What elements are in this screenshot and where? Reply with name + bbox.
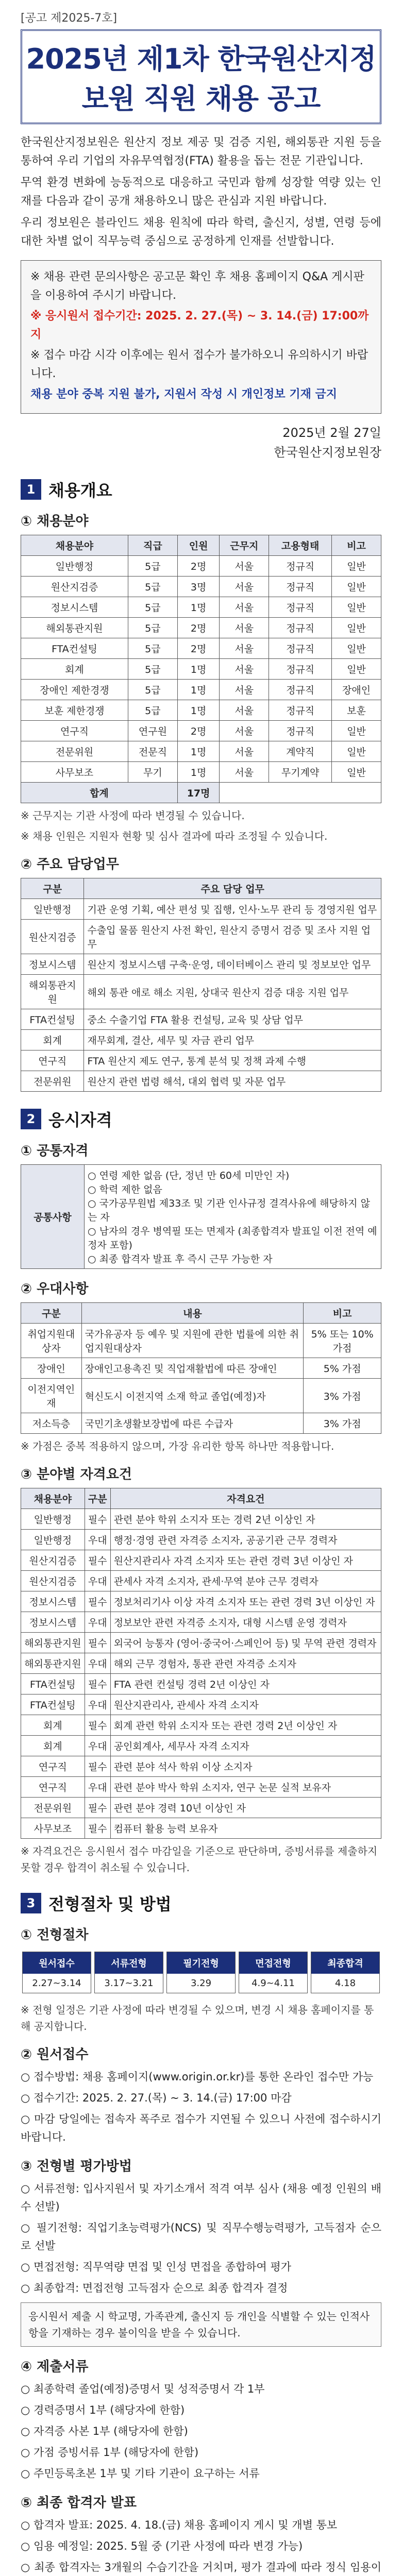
table-cell: 서울 [220,721,269,741]
section-number: 3 [21,1893,41,1913]
table-cell: 전문위원 [21,1798,85,1818]
subsection-title: ② 주요 담당업무 [21,857,119,872]
table-row [21,1413,381,1434]
section-title: 전형절차 및 방법 [48,1894,172,1914]
table-row [21,680,381,700]
table-row [21,1736,381,1756]
table-cell: 원산지관리사, 관세사 자격 소지자 [110,1694,381,1715]
column-header: 채용분야 [21,1488,85,1509]
column-header: 비고 [332,535,381,556]
table-cell: 우대 [85,1736,110,1756]
table-row [21,1509,381,1530]
table-row [21,1653,381,1674]
table-cell: 연구직 [21,1756,85,1777]
table-cell: 일반행정 [21,1509,85,1530]
table-cell: 원산지검증 [21,920,84,954]
process-step [94,1952,163,1993]
table-row [21,1674,381,1694]
subsection-title: ③ 분야별 자격요건 [21,1467,132,1482]
table-row [21,1756,381,1777]
step-label: 원서접수 [23,1952,91,1974]
step-date: 4.9~4.11 [252,1978,295,1989]
common-qualification-table [21,1164,381,1269]
list-item: ○ 서류전형: 입사지원서 및 자기소개서 적격 여부 심사 (채용 예정 인원의 배수 선발) [21,2182,381,2213]
step-note: ※ 전형 일정은 기관 사정에 따라 변경될 수 있으며, 변경 시 채용 홈페이지를 통해 공지합니다. [21,2004,374,2032]
list-item: ○ 필기전형: 직업기초능력평가(NCS) 및 직무수행능력평가, 고득점자 순으로 선발 [21,2222,381,2252]
duties-table [21,878,381,1092]
table-row [21,1030,381,1050]
table-row [21,1358,381,1379]
table-cell: 계약직 [269,741,332,762]
section-header [21,1891,381,1915]
table-cell: 재무회계, 결산, 세무 및 자금 관리 업무 [84,1030,381,1050]
table-cell: 일반 [332,556,381,577]
table-cell: 2명 [177,618,219,638]
table-cell: 연구직 [21,1777,85,1798]
table-cell: 일반 [332,762,381,783]
subsection-title: ① 공통자격 [21,1143,89,1159]
table-cell: 5급 [128,577,177,597]
table-cell: 5% 또는 10% 가점 [304,1324,381,1358]
table-cell: 우대 [85,1530,110,1550]
table-row [21,741,381,762]
list-item: ○ 최종 합격자 발표 후 즉시 근무 가능한 자 [88,1253,273,1265]
table-cell: 회계 [21,1715,85,1736]
subsection-title: ④ 제출서류 [21,2359,89,2375]
table-cell: 우대 [85,1653,110,1674]
table-cell: 중소 수출기업 FTA 활용 컨설팅, 교육 및 상담 업무 [84,1009,381,1030]
table-row [21,1571,381,1591]
table-cell: 연구직 [21,1050,84,1071]
table-row [21,659,381,680]
section-title: 채용개요 [48,481,112,500]
table-total-row [21,783,381,803]
table-cell: 정보시스템 [21,597,128,618]
subsection-title: ② 원서접수 [21,2047,89,2062]
blind-warning-box [21,2302,381,2347]
column-header: 고용형태 [269,535,332,556]
table-cell: 회계 [21,659,128,680]
table-cell: 해외통관지원 [21,975,84,1009]
table-cell: 5급 [128,680,177,700]
table-cell: 우대 [85,1777,110,1798]
table-row [21,1071,381,1092]
table-row [21,1777,381,1798]
table-cell: 무기계약 [269,762,332,783]
column-header: 내용 [81,1303,304,1324]
table-cell: 장애인 제한경쟁 [21,680,128,700]
table-note: ※ 채용 인원은 지원자 현황 및 심사 결과에 따라 조정될 수 있습니다. [21,830,328,842]
preference-table [21,1302,381,1434]
table-cell: 5% 가점 [304,1358,381,1379]
table-cell: 정규직 [269,680,332,700]
table-cell: 무기 [128,762,177,783]
table-cell: 정보시스템 [21,1612,85,1633]
table-cell: 원산지관리사 자격 소지자 또는 관련 경력 3년 이상인 자 [110,1550,381,1571]
page-title: 2025년 제1차 한국원산지정보원 직원 채용 공고 [26,43,376,115]
table-note: ※ 자격요건은 응시원서 접수 마감일을 기준으로 판단하며, 증빙서류를 제출하지 못할 경우 합격이 취소될 수 있습니다. [21,1845,378,1874]
table-cell: 정규직 [269,618,332,638]
table-row [21,1591,381,1612]
table-cell: 행정·경영 관련 자격증 소지자, 공공기관 근무 경력자 [110,1530,381,1550]
column-header: 인원 [177,535,219,556]
column-header: 구분 [85,1488,110,1509]
list-item: ○ 최종 합격자는 3개월의 수습기간을 거치며, 평가 결과에 따라 정식 임용이 [21,2561,381,2573]
table-row [21,700,381,721]
table-cell: 사무보조 [21,1818,85,1839]
table-cell: 원산지검증 [21,1571,85,1591]
table-cell: 일반 [332,741,381,762]
process-step [239,1952,308,1993]
document-list [21,2380,381,2483]
table-cell: FTA컨설팅 [21,1674,85,1694]
step-label: 최종합격 [311,1952,379,1974]
table-cell: 3% 가점 [304,1379,381,1413]
subsection-title: ⑤ 최종 합격자 발표 [21,2495,137,2511]
list-item: ○ 최종학력 졸업(예정)증명서 및 성적증명서 각 1부 [21,2383,265,2395]
table-cell: 원산지검증 [21,577,128,597]
notice-number: [공고 제2025-7호] [21,12,118,25]
table-cell: 5급 [128,638,177,659]
table-cell: 1명 [177,680,219,700]
total-value: 17명 [177,783,219,803]
table-row [21,1694,381,1715]
list-item: ○ 가점 증빙서류 1부 (해당자에 한함) [21,2446,199,2459]
table-cell: 정규직 [269,659,332,680]
table-cell: 서울 [220,638,269,659]
table-cell: 컴퓨터 활용 능력 보유자 [110,1818,381,1839]
table-cell: 취업지원대상자 [21,1324,82,1358]
table-cell: 일반행정 [21,556,128,577]
table-cell: 필수 [85,1756,110,1777]
column-header: 근무지 [220,535,269,556]
table-cell: 필수 [85,1715,110,1736]
table-cell: 필수 [85,1798,110,1818]
table-cell: 일반 [332,721,381,741]
section-header [21,478,381,501]
table-cell: 보훈 제한경쟁 [21,700,128,721]
table-cell: 저소득층 [21,1413,82,1434]
table-cell: 전문직 [128,741,177,762]
table-cell: 일반 [332,659,381,680]
table-cell: 회계 [21,1736,85,1756]
table-cell: 장애인 [21,1358,82,1379]
table-cell: 필수 [85,1818,110,1839]
table-cell: 원산지 관련 법령 해석, 대외 협력 및 자문 업무 [84,1071,381,1092]
stage-list [21,2180,381,2297]
step-label: 면접전형 [239,1952,307,1974]
column-header: 구분 [21,1303,82,1324]
field-qualification-table [21,1488,381,1839]
table-cell: 1명 [177,741,219,762]
table-cell: 이전지역인재 [21,1379,82,1413]
table-row [21,1050,381,1071]
list-item: ○ 남자의 경우 병역필 또는 면제자 (최종합격자 발표일 이전 전역 예정자 포함) [88,1226,377,1251]
table-cell: 정규직 [269,556,332,577]
table-cell: FTA컨설팅 [21,1009,84,1030]
table-cell: 정규직 [269,721,332,741]
table-row [21,577,381,597]
table-cell: 서울 [220,700,269,721]
table-row [21,618,381,638]
table-cell: 전문위원 [21,741,128,762]
recruit-table [21,535,381,803]
table-cell: 해외통관지원 [21,1653,85,1674]
column-header: 채용분야 [21,535,128,556]
section-header [21,1107,381,1131]
table-cell: 혁신도시 이전지역 소재 학교 졸업(예정)자 [81,1379,304,1413]
table-cell: 정보시스템 [21,954,84,975]
table-cell: 우대 [85,1694,110,1715]
step-date: 3.17~3.21 [104,1978,154,1989]
table-row [21,721,381,741]
step-label: 필기전형 [167,1952,235,1974]
list-item: ○ 자격증 사본 1부 (해당자에 한함) [21,2425,188,2437]
table-cell: 정규직 [269,577,332,597]
table-cell: FTA컨설팅 [21,638,128,659]
table-cell: 정보처리기사 이상 자격 소지자 또는 관련 경력 3년 이상인 자 [110,1591,381,1612]
table-cell: 정규직 [269,638,332,659]
notice-emphasis: 채용 분야 중복 지원 불가, 지원서 작성 시 개인정보 기재 금지 [30,388,337,401]
table-row [21,638,381,659]
table-cell: 관련 분야 박사 학위 소지자, 연구 논문 실적 보유자 [110,1777,381,1798]
table-row [21,1633,381,1653]
org-name: 한국원산지정보원장 [274,445,381,460]
table-cell: FTA 원산지 제도 연구, 통계 분석 및 정책 과제 수행 [84,1050,381,1071]
table-cell: 장애인 [332,680,381,700]
apply-list [21,2068,381,2146]
table-cell: 국가유공자 등 예우 및 지원에 관한 법률에 의한 취업지원대상자 [81,1324,304,1358]
table-cell: 일반 [332,577,381,597]
total-label: 합계 [21,783,178,803]
table-cell: 5급 [128,556,177,577]
common-items [85,1165,381,1269]
table-cell: 해외통관지원 [21,618,128,638]
list-item: ○ 합격자 발표: 2025. 4. 18.(금) 채용 홈페이지 게시 및 개별 통보 [21,2519,338,2531]
subsection-title: ③ 전형별 평가방법 [21,2159,132,2174]
table-cell: 필수 [85,1509,110,1530]
table-cell: 일반 [332,597,381,618]
table-cell: 서울 [220,741,269,762]
table-cell: 2명 [177,721,219,741]
table-cell: 장애인고용촉진 및 직업재활법에 따른 장애인 [81,1358,304,1379]
table-cell: 정규직 [269,700,332,721]
table-cell: 필수 [85,1674,110,1694]
blind-warning-text: 응시원서 제출 시 학교명, 가족관계, 출신지 등 개인을 식별할 수 있는 인적사항을 기재하는 경우 불이익을 받을 수 있습니다. [28,2310,370,2339]
section-number: 2 [21,1109,41,1129]
notice-box [21,260,381,414]
table-note: ※ 가점은 중복 적용하지 않으며, 가장 유리한 항목 하나만 적용합니다. [21,1440,334,1452]
column-header: 주요 담당 업무 [84,878,381,899]
table-cell: 서울 [220,659,269,680]
list-item: ○ 접수방법: 채용 홈페이지(www.origin.or.kr)를 통한 온라인 접수만 가능 [21,2071,374,2083]
table-cell: 2명 [177,638,219,659]
table-cell: 해외통관지원 [21,1633,85,1653]
table-cell: 정보시스템 [21,1591,85,1612]
table-cell: 전문위원 [21,1071,84,1092]
intro-paragraph: 무역 환경 변화에 능동적으로 대응하고 국민과 함께 성장할 역량 있는 인재를 다음과 같이 공개 채용하오니 많은 관심과 지원 바랍니다. [21,176,381,208]
list-item: ○ 연령 제한 없음 (단, 정년 만 60세 미만인 자) [88,1170,290,1181]
table-cell: 서울 [220,556,269,577]
table-cell: 1명 [177,659,219,680]
table-cell: 관세사 자격 소지자, 관세·무역 분야 근무 경력자 [110,1571,381,1591]
list-item: ○ 최종합격: 면접전형 고득점자 순으로 최종 합격자 결정 [21,2282,288,2294]
step-label: 서류전형 [95,1952,163,1974]
column-header: 직급 [128,535,177,556]
column-header: 자격요건 [110,1488,381,1509]
table-cell: 서울 [220,618,269,638]
table-row [21,1798,381,1818]
table-cell: 회계 관련 학위 소지자 또는 관련 경력 2년 이상인 자 [110,1715,381,1736]
list-item: ○ 임용 예정일: 2025. 5월 중 (기관 사정에 따라 변경 가능) [21,2540,303,2552]
table-row [21,762,381,783]
table-row [21,556,381,577]
table-cell: 3% 가점 [304,1413,381,1434]
table-cell: 수출입 물품 원산지 사전 확인, 원산지 증명서 검증 및 조사 지원 업무 [84,920,381,954]
table-row [21,1324,381,1358]
table-cell: 5급 [128,618,177,638]
table-cell: 일반 [332,638,381,659]
table-cell: 관련 분야 석사 학위 이상 소지자 [110,1756,381,1777]
column-header: 비고 [304,1303,381,1324]
final-list [21,2516,381,2576]
title-box [21,29,381,124]
table-cell: 1명 [177,762,219,783]
notice-line: ※ 접수 마감 시각 이후에는 원서 접수가 불가하오니 유의하시기 바랍니다. [30,349,368,380]
table-cell: 연구원 [128,721,177,741]
table-row [21,899,381,920]
subsection-title: ① 전형절차 [21,1927,89,1943]
table-cell: 사무보조 [21,762,128,783]
common-label: 공통사항 [21,1165,85,1269]
table-cell: FTA 관련 컨설팅 경력 2년 이상인 자 [110,1674,381,1694]
list-item: ○ 경력증명서 1부 (해당자에 한함) [21,2404,185,2416]
intro-paragraph: 한국원산지정보원은 원산지 정보 제공 및 검증 지원, 해외통관 지원 등을 통하여 우리 기업의 자유무역협정(FTA) 활용을 돕는 전문 기관입니다. [21,136,381,167]
table-cell: 보훈 [332,700,381,721]
table-cell: 5급 [128,597,177,618]
list-item: ○ 주민등록초본 1부 및 기타 기관이 요구하는 서류 [21,2467,260,2480]
table-cell: 1명 [177,597,219,618]
table-cell [220,783,381,803]
table-cell: 일반행정 [21,1530,85,1550]
step-date: 4.18 [334,1978,356,1989]
list-item: ○ 접수기간: 2025. 2. 27.(목) ~ 3. 14.(금) 17:00 마감 [21,2092,292,2104]
table-row [21,1530,381,1550]
list-item: ○ 마감 당일에는 접속자 폭주로 접수가 지연될 수 있으니 사전에 접수하시기 바랍니다. [21,2113,381,2143]
process-step [311,1952,380,1993]
table-row [21,1550,381,1571]
table-cell: 기관 운영 기획, 예산 편성 및 집행, 인사·노무 관리 등 경영지원 업무 [84,899,381,920]
table-row [21,1612,381,1633]
intro-text [21,133,381,251]
table-cell: 정보보안 관련 자격증 소지자, 대형 시스템 운영 경력자 [110,1612,381,1633]
list-item: ○ 면접전형: 직무역량 면접 및 인성 면접을 종합하여 평가 [21,2261,292,2273]
table-cell: 서울 [220,597,269,618]
table-cell: 우대 [85,1571,110,1591]
notice-line: ※ 채용 관련 문의사항은 공고문 확인 후 채용 홈페이지 Q&A 게시판을 이용하여 주시기 바랍니다. [30,270,364,302]
table-cell: 국민기초생활보장법에 따른 수급자 [81,1413,304,1434]
table-cell: 해외 근무 경험자, 통관 관련 자격증 소지자 [110,1653,381,1674]
process-steps [21,1952,381,1993]
table-row [21,1379,381,1413]
table-row [21,1715,381,1736]
subsection-title: ① 채용분야 [21,514,89,529]
table-cell: 일반 [332,618,381,638]
column-header: 구분 [21,878,84,899]
section-number: 1 [21,479,41,500]
date-block [21,423,381,462]
table-row [21,1009,381,1030]
table-cell: 일반행정 [21,899,84,920]
table-row [21,920,381,954]
table-cell: 원산지 정보시스템 구축·운영, 데이터베이스 관리 및 정보보안 업무 [84,954,381,975]
section-title: 응시자격 [48,1110,112,1130]
notice-date: 2025년 2월 27일 [282,426,381,440]
list-item: ○ 국가공무원법 제33조 및 기관 인사규정 결격사유에 해당하지 않는 자 [88,1198,370,1223]
table-cell: 해외 통관 애로 해소 지원, 상대국 원산지 검증 대응 지원 업무 [84,975,381,1009]
list-item: ○ 학력 제한 없음 [88,1184,162,1195]
table-row [21,954,381,975]
step-date: 3.29 [190,1978,212,1989]
table-row [21,975,381,1009]
table-cell: 필수 [85,1633,110,1653]
table-cell: 필수 [85,1591,110,1612]
table-cell: 필수 [85,1550,110,1571]
table-cell: 연구직 [21,721,128,741]
table-cell: FTA컨설팅 [21,1694,85,1715]
table-cell: 3명 [177,577,219,597]
step-date: 2.27~3.14 [32,1978,81,1989]
table-cell: 2명 [177,556,219,577]
table-cell: 원산지검증 [21,1550,85,1571]
table-cell: 1명 [177,700,219,721]
process-step [166,1952,236,1993]
table-row [21,597,381,618]
notice-line: ※ 응시원서 접수기간: 2025. 2. 27.(목) ~ 3. 14.(금) 17:00까지 [30,310,369,341]
table-cell: 공인회계사, 세무사 자격 소지자 [110,1736,381,1756]
intro-paragraph: 우리 정보원은 블라인드 채용 원칙에 따라 학력, 출신지, 성별, 연령 등에 대한 차별 없이 직무능력 중심으로 공정하게 인재를 선발합니다. [21,216,381,248]
table-cell: 5급 [128,659,177,680]
table-cell: 관련 분야 학위 소지자 또는 경력 2년 이상인 자 [110,1509,381,1530]
table-row [21,1818,381,1839]
table-cell: 서울 [220,762,269,783]
table-cell: 우대 [85,1612,110,1633]
process-step [22,1952,91,1993]
table-cell: 회계 [21,1030,84,1050]
table-cell: 5급 [128,700,177,721]
subsection-title: ② 우대사항 [21,1281,89,1297]
table-cell: 서울 [220,680,269,700]
table-cell: 서울 [220,577,269,597]
table-cell: 외국어 능통자 (영어·중국어·스페인어 등) 및 무역 관련 경력자 [110,1633,381,1653]
table-cell: 정규직 [269,597,332,618]
table-note: ※ 근무지는 기관 사정에 따라 변경될 수 있습니다. [21,809,245,822]
table-cell: 관련 분야 경력 10년 이상인 자 [110,1798,381,1818]
